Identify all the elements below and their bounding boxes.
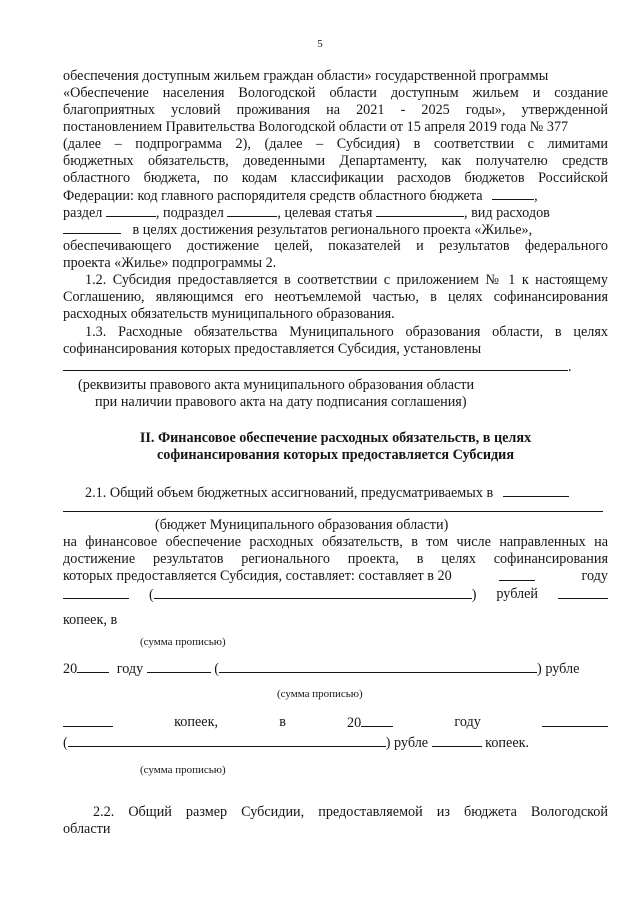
sum-words-note-1: (сумма прописью) <box>140 636 226 648</box>
sum-words-note-2: (сумма прописью) <box>277 688 363 700</box>
blank-field <box>227 204 277 217</box>
blank-field <box>432 734 482 747</box>
rub-kopeek-line: ( ) рубле копеек. <box>63 735 530 751</box>
blank-field <box>63 221 121 234</box>
blank-field <box>219 660 537 673</box>
page-number: 5 <box>317 38 323 50</box>
budget-note: (бюджет Муниципального образования области) <box>155 517 449 533</box>
blank-field <box>154 586 472 599</box>
blank-field <box>376 204 464 217</box>
para1-line-3: благоприятных условий проживания на 2021 - 2025 годы», утвержденной <box>63 102 608 118</box>
blank-field <box>63 714 113 727</box>
blank-field <box>77 660 109 673</box>
blank-field <box>492 187 534 200</box>
text: обеспечения доступным жильем граждан области» государственной программы <box>63 68 549 84</box>
text: рубле <box>394 735 429 751</box>
blank-field <box>361 714 393 727</box>
blank-field <box>558 586 608 599</box>
para-2-1-blank-line <box>63 499 608 517</box>
blank-field <box>499 568 535 581</box>
year-line-2: 20 году ( ) рубле <box>63 661 580 677</box>
kopeek-v: копеек, в <box>63 612 118 628</box>
blank-field <box>63 586 129 599</box>
text: году <box>454 714 481 730</box>
para1-line-6: бюджетных обязательств, доведенными Департаменту, как получателю средств <box>63 153 608 169</box>
para1-line-10 <box>63 221 608 239</box>
text: рублей <box>496 586 539 602</box>
text: раздел <box>63 205 103 221</box>
text: которых предоставляется Субсидия, составляет: составляет в 20 <box>63 568 452 584</box>
section-title-line-2: софинансирования которых предоставляется Субсидия <box>156 447 515 463</box>
text: 2.1. Общий объем бюджетных ассигнований, предусматриваемых в <box>85 485 494 501</box>
para1-line-5: (далее – подпрограмма 2), (далее – Субсидия) в соответствии с лимитами <box>63 136 608 152</box>
para1-line-9 <box>63 204 608 222</box>
para1-line-1 <box>63 68 608 85</box>
para-1-3-line-2: софинансирования которых предоставляется Субсидия, установлены <box>63 341 482 357</box>
para1-line-12: проекта «Жилье» подпрограммы 2. <box>63 255 277 271</box>
text: копеек, <box>174 714 219 730</box>
text: Федерации: код главного распорядителя средств областного бюджета <box>63 188 483 204</box>
text: рубле <box>545 661 580 677</box>
para-2-2-line-1: 2.2. Общий размер Субсидии, предоставляемой из бюджета Вологодской <box>93 804 608 820</box>
section-title-line-1: II. Финансовое обеспечение расходных обязательств, в целях <box>139 430 532 446</box>
para-2-1-line-2: на финансовое обеспечение расходных обязательств, в том числе направленных на <box>63 534 608 550</box>
text: году <box>581 568 608 584</box>
note-1-3-line-1: (реквизиты правового акта муниципального образования области <box>78 377 475 393</box>
para-1-2-line-3: расходных обязательств муниципального образования. <box>63 306 395 322</box>
para1-line-11: обеспечивающего достижение целей, показателей и результатов федерального <box>63 238 608 254</box>
text: году <box>116 661 144 677</box>
para1-line-8: Федерации: код главного распорядителя средств областного бюджета , <box>63 188 538 204</box>
para-1-3-blank: . <box>63 358 608 376</box>
blank-field <box>147 660 211 673</box>
sum-words-note-3: (сумма прописью) <box>140 764 226 776</box>
text: в целях достижения результатов регионального проекта «Жилье», <box>132 222 533 238</box>
para-2-1-line-4 <box>63 568 608 585</box>
para-2-2-line-2: области <box>63 821 111 837</box>
blank-field <box>106 204 156 217</box>
text: 20 <box>63 661 78 677</box>
text: в <box>279 714 286 730</box>
blank-field <box>63 499 603 512</box>
para1-line-2: «Обеспечение населения Вологодской области доступным жильем и создание <box>63 85 608 101</box>
para-1-3-line-1: 1.3. Расходные обязательства Муниципального образования области, в целях <box>85 324 608 340</box>
text: 20 <box>347 715 362 731</box>
blank-field <box>503 484 569 497</box>
blank-field <box>68 734 386 747</box>
para-2-1-line-5: ( ) рублей <box>63 586 608 604</box>
blank-field <box>63 358 568 371</box>
para1-line-7: областного бюджета, по кодам классификации расходов бюджетов Российской <box>63 170 608 186</box>
para-1-2-line-1: 1.2. Субсидия предоставляется в соответствии с приложением № 1 к настоящему <box>85 272 608 288</box>
note-1-3-line-2: при наличии правового акта на дату подписания соглашения) <box>95 394 467 410</box>
blank-field <box>542 714 608 727</box>
para-2-1-line-3: достижение результатов регионального проекта, в целях софинансирования <box>63 551 608 567</box>
kopeek-year-line <box>63 714 608 732</box>
text: , подраздел <box>155 205 224 221</box>
text: , вид расходов <box>463 205 550 221</box>
text: копеек. <box>485 735 530 751</box>
para1-line-4: постановлением Правительства Вологодской области от 15 апреля 2019 года № 377 <box>63 119 569 135</box>
text: , целевая статья <box>277 205 373 221</box>
para-1-2-line-2: Соглашению, являющимся его неотъемлемой частью, в целях софинансирования <box>63 289 608 305</box>
